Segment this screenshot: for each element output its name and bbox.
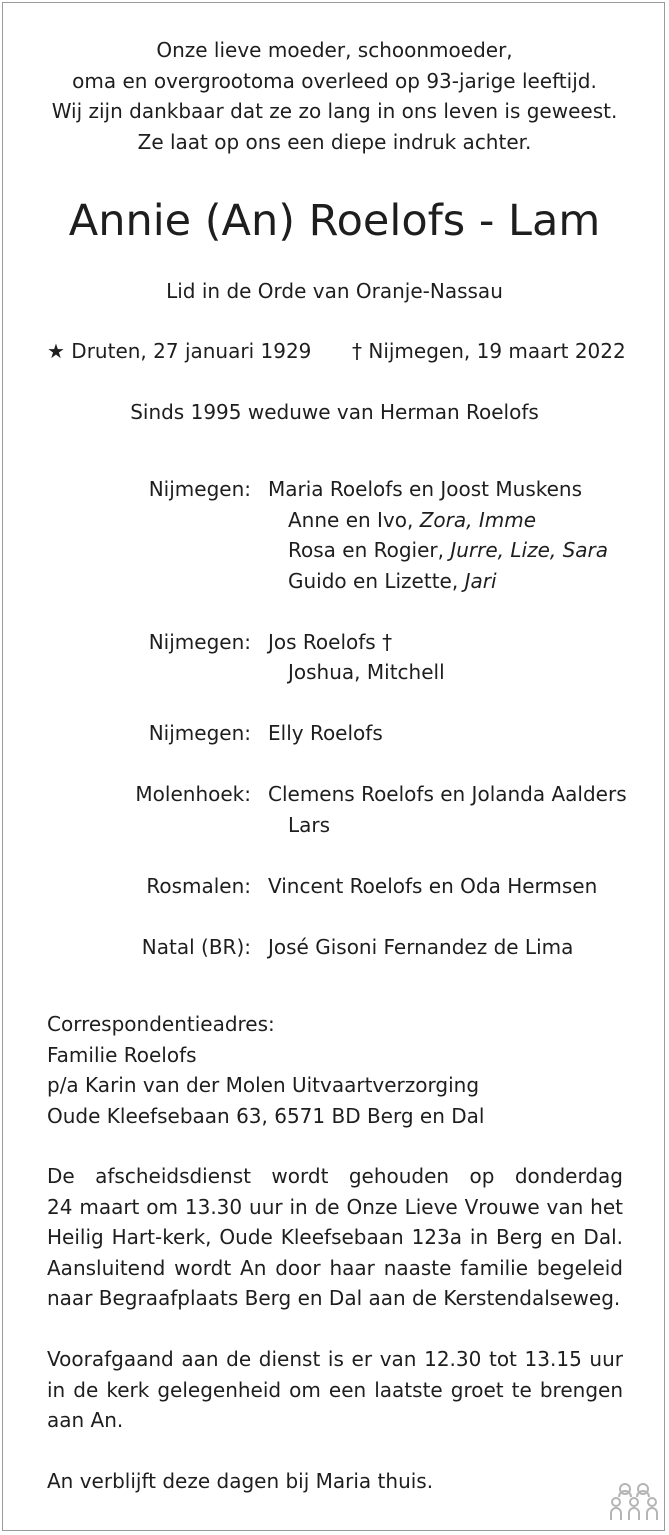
family-group bbox=[0, 474, 669, 596]
grandchildren: Anne en Ivo, Zora, Imme bbox=[288, 507, 537, 532]
intro-text bbox=[0, 35, 669, 157]
address-line: Oude Kleefsebaan 63, 6571 BD Berg en Dal bbox=[47, 1103, 485, 1128]
family-group bbox=[0, 627, 669, 688]
family-row bbox=[0, 627, 669, 658]
correspondence-address bbox=[47, 1009, 623, 1131]
birth-info bbox=[47, 337, 311, 365]
service-line: 24 maart om 13.30 uur in de Onze Lieve Vrouwe van het bbox=[47, 1194, 623, 1219]
grandchildren: Guido en Lizette, Jari bbox=[288, 568, 497, 593]
family-place: Molenhoek: bbox=[135, 782, 251, 806]
family-place: Natal (BR): bbox=[141, 934, 251, 959]
family-row bbox=[0, 718, 669, 749]
farewell-paragraph bbox=[47, 1344, 623, 1436]
family-head: Vincent Roelofs en Oda Hermsen bbox=[268, 873, 598, 898]
intro-line: Onze lieve moeder, schoonmoeder, bbox=[156, 38, 513, 62]
family-row bbox=[0, 505, 669, 536]
family-head: Maria Roelofs en Joost Muskens bbox=[268, 477, 583, 501]
family-logo-icon bbox=[609, 1480, 659, 1522]
grandchildren: Lars bbox=[288, 812, 331, 837]
family-place: Nijmegen: bbox=[148, 477, 251, 501]
service-line: Heilig Hart-kerk, Oude Kleefsebaan 123a in Berg en Dal. bbox=[47, 1225, 623, 1249]
grandchildren: Rosa en Rogier, Jurre, Lize, Sara bbox=[288, 538, 609, 562]
farewell-line: aan An. bbox=[47, 1408, 124, 1432]
address-line: Familie Roelofs bbox=[47, 1042, 197, 1067]
family-group bbox=[0, 871, 669, 902]
family-row bbox=[0, 474, 669, 505]
family-head: Clemens Roelofs en Jolanda Aalders bbox=[268, 782, 627, 806]
cross-icon: † bbox=[352, 339, 362, 363]
birth-text: Druten, 27 januari 1929 bbox=[71, 339, 312, 363]
death-info bbox=[352, 337, 626, 365]
family-head: José Gisoni Fernandez de Lima bbox=[268, 934, 574, 959]
family-head: Elly Roelofs bbox=[268, 721, 383, 745]
star-icon: ★ bbox=[47, 339, 65, 363]
family-row bbox=[0, 779, 669, 810]
family-list bbox=[0, 474, 669, 993]
service-line: naar Begraafplaats Berg en Dal aan de Kerstendalseweg. bbox=[47, 1286, 621, 1310]
address-line: Correspondentieadres: bbox=[47, 1012, 275, 1036]
farewell-line: Voorafgaand aan de dienst is er van 12.30 tot 13.15 uur bbox=[47, 1347, 623, 1371]
family-group bbox=[0, 779, 669, 840]
widow-line: Sinds 1995 weduwe van Herman Roelofs bbox=[130, 400, 539, 424]
family-head: Jos Roelofs † bbox=[268, 629, 393, 654]
service-line: Aansluitend wordt An door haar naaste familie begeleid bbox=[47, 1255, 623, 1280]
deceased-name: Annie (An) Roelofs - Lam bbox=[68, 196, 601, 246]
service-line: De afscheidsdienst wordt gehouden op donderdag bbox=[47, 1164, 623, 1188]
family-place: Rosmalen: bbox=[146, 873, 251, 898]
intro-line: Ze laat op ons een diepe indruk achter. bbox=[137, 129, 532, 154]
family-row bbox=[0, 657, 669, 688]
address-line: p/a Karin van der Molen Uitvaartverzorging bbox=[47, 1073, 480, 1097]
family-group bbox=[0, 718, 669, 749]
family-row bbox=[0, 535, 669, 566]
family-row bbox=[0, 871, 669, 902]
family-place: Nijmegen: bbox=[148, 629, 251, 654]
family-place: Nijmegen: bbox=[148, 721, 251, 745]
family-row bbox=[0, 932, 669, 963]
intro-line: oma en overgrootoma overleed op 93-jarige leeftijd. bbox=[72, 68, 597, 93]
service-paragraph bbox=[47, 1161, 623, 1314]
honour-line: Lid in de Orde van Oranje-Nassau bbox=[166, 279, 503, 303]
death-text: Nijmegen, 19 maart 2022 bbox=[368, 339, 626, 363]
family-row bbox=[0, 810, 669, 841]
family-group bbox=[0, 932, 669, 963]
family-row bbox=[0, 566, 669, 597]
intro-line: Wij zijn dankbaar dat ze zo lang in ons leven is geweest. bbox=[51, 99, 618, 123]
farewell-line: in de kerk gelegenheid om een laatste groet te brengen bbox=[47, 1377, 623, 1402]
stay-line: An verblijft deze dagen bij Maria thuis. bbox=[47, 1469, 434, 1493]
grandchildren: Joshua, Mitchell bbox=[288, 660, 445, 684]
